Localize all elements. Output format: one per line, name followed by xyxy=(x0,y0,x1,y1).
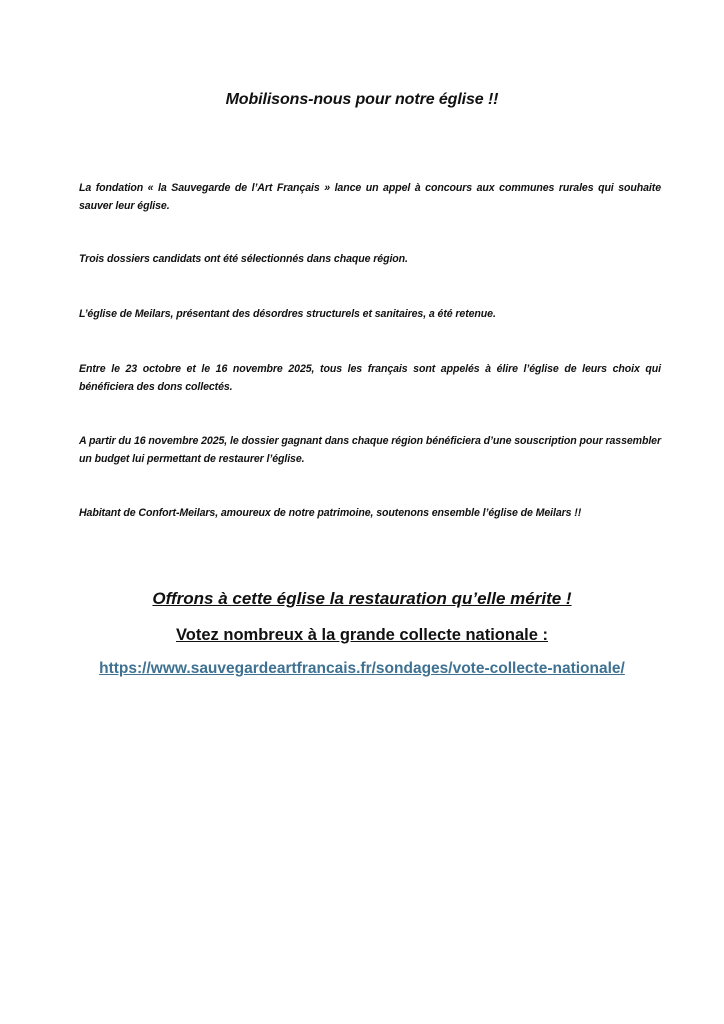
paragraph-souscription: A partir du 16 novembre 2025, le dossier gagnant dans chaque région bénéficiera d’une souscription pour rassembler un budget lui permettant de restaurer l’église. xyxy=(79,435,661,465)
vote-heading: Votez nombreux à la grande collecte nationale : xyxy=(176,626,548,644)
call-to-action-heading: Offrons à cette église la restauration qu’elle mérite ! xyxy=(152,589,572,608)
paragraph-meilars: L’église de Meilars, présentant des désordres structurels et sanitaires, a été retenue. xyxy=(79,308,496,320)
page-title: Mobilisons-nous pour notre église !! xyxy=(225,91,499,108)
paragraph-dates: Entre le 23 octobre et le 16 novembre 2025, tous les français sont appelés à élire l’église de leurs choix qui bénéficiera des dons collectés. xyxy=(79,363,661,393)
paragraph-dossiers: Trois dossiers candidats ont été sélectionnés dans chaque région. xyxy=(79,253,408,265)
vote-link[interactable]: https://www.sauvegardeartfrancais.fr/sondages/vote-collecte-nationale/ xyxy=(99,660,625,677)
paragraph-habitants: Habitant de Confort-Meilars, amoureux de notre patrimoine, soutenons ensemble l’église de Meilars !! xyxy=(79,507,582,519)
paragraph-fondation: La fondation « la Sauvegarde de l’Art Français » lance un appel à concours aux communes rurales qui souhaite sauver leur église. xyxy=(79,182,661,212)
